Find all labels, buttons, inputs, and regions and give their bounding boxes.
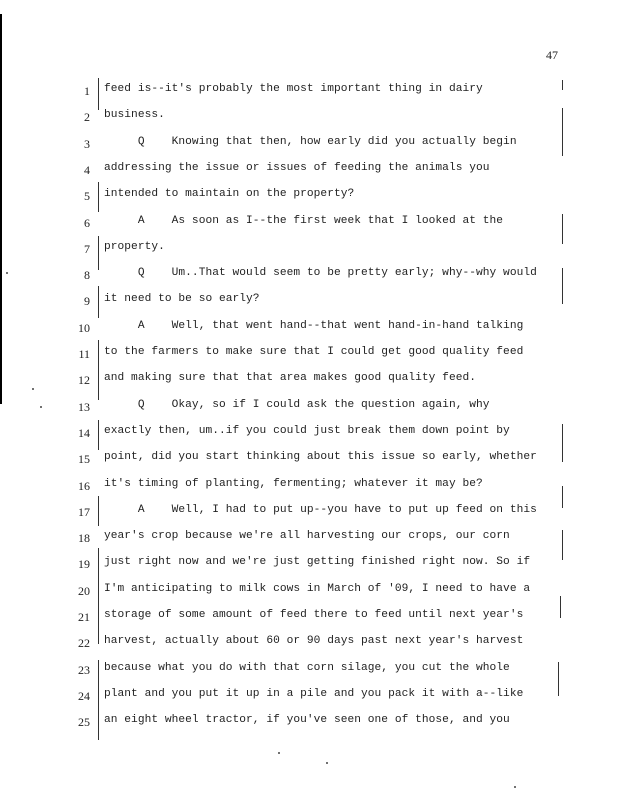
transcript-line: exactly then, um..if you could just break them down point by [104,424,510,437]
transcript-line: and making sure that that area makes good quality feed. [104,372,476,385]
transcript-line: point, did you start thinking about this issue so early, whether [104,451,537,464]
transcript-line: addressing the issue or issues of feeding the animals you [104,161,490,174]
scan-edge-mark [0,14,2,404]
left-margin-rule [98,496,99,526]
left-margin-rule [98,286,99,318]
transcript-line: A As soon as I--the first week that I looked at the [104,214,504,227]
right-margin-rule [562,486,563,508]
transcript-line: A Well, I had to put up--you have to put up feed on this [104,503,537,516]
transcript-line: property. [104,240,165,253]
scan-speck [278,752,280,754]
transcript-line: it's timing of planting, fermenting; whatever it may be? [104,477,483,490]
line-number: 10 [78,320,90,335]
line-number: 20 [78,583,90,598]
left-margin-rule [98,660,99,740]
line-number: 18 [78,531,90,546]
right-margin-rule [562,530,563,560]
right-margin-rule [562,424,563,462]
line-number: 3 [84,136,90,151]
line-number: 22 [78,636,90,651]
line-number: 19 [78,557,90,572]
transcript-line: it need to be so early? [104,293,260,306]
transcript-line: to the farmers to make sure that I could get good quality feed [104,346,524,358]
line-number: 16 [78,478,90,493]
right-margin-rule [558,662,559,696]
scan-speck [32,388,34,390]
line-number: 11 [78,347,90,361]
line-number: 13 [78,399,90,414]
line-number: 23 [78,662,90,677]
line-number: 14 [78,425,90,440]
line-number: 25 [78,715,90,730]
line-number: 4 [84,162,90,177]
line-number: 17 [78,504,90,519]
transcript-line: just right now and we're just getting finished right now. So if [104,556,531,569]
line-number: 8 [84,268,90,283]
left-margin-rule [98,548,99,644]
right-margin-rule [562,268,563,304]
transcript-line: Q Knowing that then, how early did you actually begin [104,135,517,148]
transcript-line: A Well, that went hand--that went hand-in-hand talking [104,319,524,332]
left-margin-rule [98,78,99,110]
line-number: 9 [84,294,90,309]
transcript-line: intended to maintain on the property? [104,188,355,201]
line-number: 5 [84,189,90,204]
line-number: 21 [78,610,90,624]
right-margin-rule [562,108,563,156]
transcript-line: Q Um..That would seem to be pretty early; why--why would [104,267,537,280]
line-number: 2 [84,110,90,125]
line-number: 24 [78,688,90,703]
left-margin-rule [98,420,99,450]
line-number: 6 [84,215,90,230]
line-number: 15 [78,452,90,467]
scan-speck [6,272,8,274]
line-number: 12 [78,373,90,388]
left-margin-rule [98,182,99,212]
line-number: 7 [84,241,90,256]
right-margin-rule [562,214,563,244]
scan-speck [326,762,328,764]
left-margin-rule [98,236,99,270]
transcript-line: an eight wheel tractor, if you've seen one of those, and you [104,714,510,727]
right-margin-rule [560,596,561,618]
left-margin-rule [98,340,99,400]
transcript-line: business. [104,109,165,122]
transcript-line: I'm anticipating to milk cows in March of '09, I need to have a [104,582,531,595]
line-number: 1 [84,84,90,98]
scan-speck [40,406,42,408]
transcript-line: feed is--it's probably the most important thing in dairy [104,83,483,95]
right-margin-rule [562,80,563,90]
transcript-line: because what you do with that corn silage, you cut the whole [104,661,510,674]
transcript-line: storage of some amount of feed there to feed until next year's [104,609,524,621]
transcript-line: harvest, actually about 60 or 90 days past next year's harvest [104,635,524,648]
transcript-line: plant and you put it up in a pile and you pack it with a--like [104,687,524,700]
transcript-line: year's crop because we're all harvesting our crops, our corn [104,530,510,543]
scan-speck [514,786,516,788]
transcript-line: Q Okay, so if I could ask the question again, why [104,398,490,411]
page-number: 47 [546,48,558,62]
